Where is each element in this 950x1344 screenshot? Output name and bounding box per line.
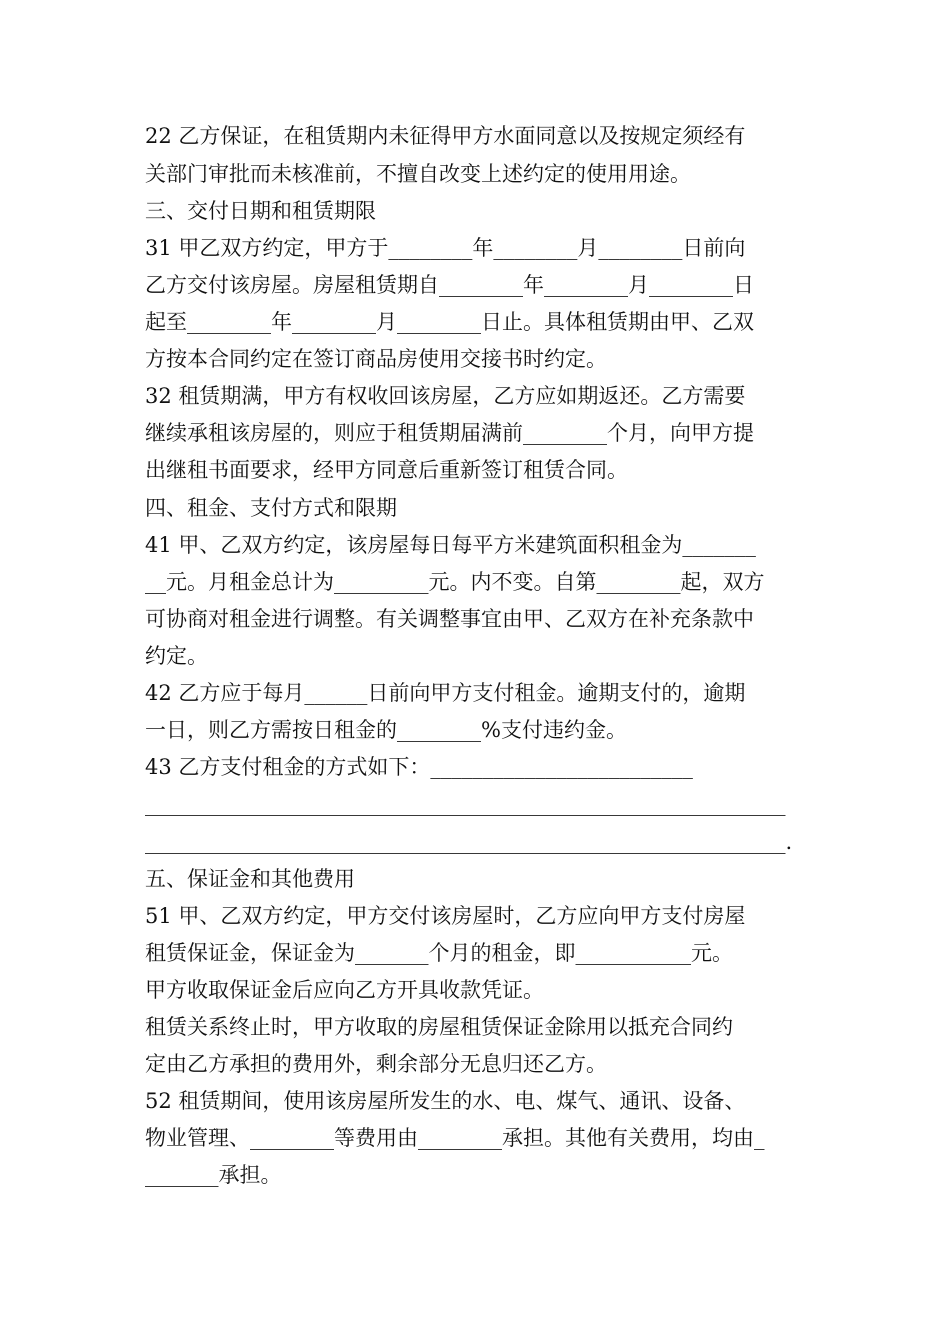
text-line: 43 乙方支付租金的方式如下：_________________________	[145, 755, 693, 779]
text-line: 41 甲、乙双方约定，该房屋每日每平方米建筑面积租金为_______	[145, 533, 756, 557]
text-line: 42 乙方应于每月______日前向甲方支付租金。逾期支付的，逾期	[145, 681, 746, 705]
text-line: 租赁保证金，保证金为_______个月的租金，即___________元。	[145, 941, 733, 965]
text-line: 物业管理、________等费用由________承担。其他有关费用，均由_	[145, 1126, 765, 1150]
text-line: 继续承租该房屋的，则应于租赁期届满前________个月，向甲方提	[145, 421, 754, 445]
blank-line: _____________________________________________________________	[145, 792, 786, 816]
text-line: __元。月租金总计为_________元。内不变。自第________起，双方	[145, 570, 765, 594]
section-heading: 四、租金、支付方式和限期	[145, 496, 397, 520]
text-line: 出继租书面要求，经甲方同意后重新签订租赁合同。	[145, 458, 628, 482]
text-line: 22 乙方保证，在租赁期内未征得甲方水面同意以及按规定须经有	[145, 124, 746, 148]
text-line: 关部门审批而未核准前，不擅自改变上述约定的使用用途。	[145, 162, 691, 186]
blank-line: _____________________________________________________________.	[145, 830, 793, 854]
text-line: 52 租赁期间，使用该房屋所发生的水、电、煤气、通讯、设备、	[145, 1089, 746, 1113]
section-heading: 三、交付日期和租赁期限	[145, 199, 376, 223]
text-line: 31 甲乙双方约定，甲方于________年________月________日前向	[145, 236, 746, 260]
text-line: 约定。	[145, 644, 208, 668]
text-line: 可协商对租金进行调整。有关调整事宜由甲、乙双方在补充条款中	[145, 607, 754, 631]
text-line: 乙方交付该房屋。房屋租赁期自________年________月________日	[145, 273, 754, 297]
section-heading: 五、保证金和其他费用	[145, 867, 355, 891]
text-line: 定由乙方承担的费用外，剩余部分无息归还乙方。	[145, 1052, 607, 1076]
text-line: 方按本合同约定在签订商品房使用交接书时约定。	[145, 347, 607, 371]
text-line: 甲方收取保证金后应向乙方开具收款凭证。	[145, 978, 544, 1002]
text-line: 32 租赁期满，甲方有权收回该房屋，乙方应如期返还。乙方需要	[145, 384, 746, 408]
text-line: 一日，则乙方需按日租金的________%支付违约金。	[145, 718, 627, 742]
text-line: 起至________年________月________日止。具体租赁期由甲、乙双	[145, 310, 754, 334]
text-line: 租赁关系终止时，甲方收取的房屋租赁保证金除用以抵充合同约	[145, 1015, 733, 1039]
text-line: _______承担。	[145, 1163, 282, 1187]
text-line: 51 甲、乙双方约定，甲方交付该房屋时，乙方应向甲方支付房屋	[145, 904, 746, 928]
